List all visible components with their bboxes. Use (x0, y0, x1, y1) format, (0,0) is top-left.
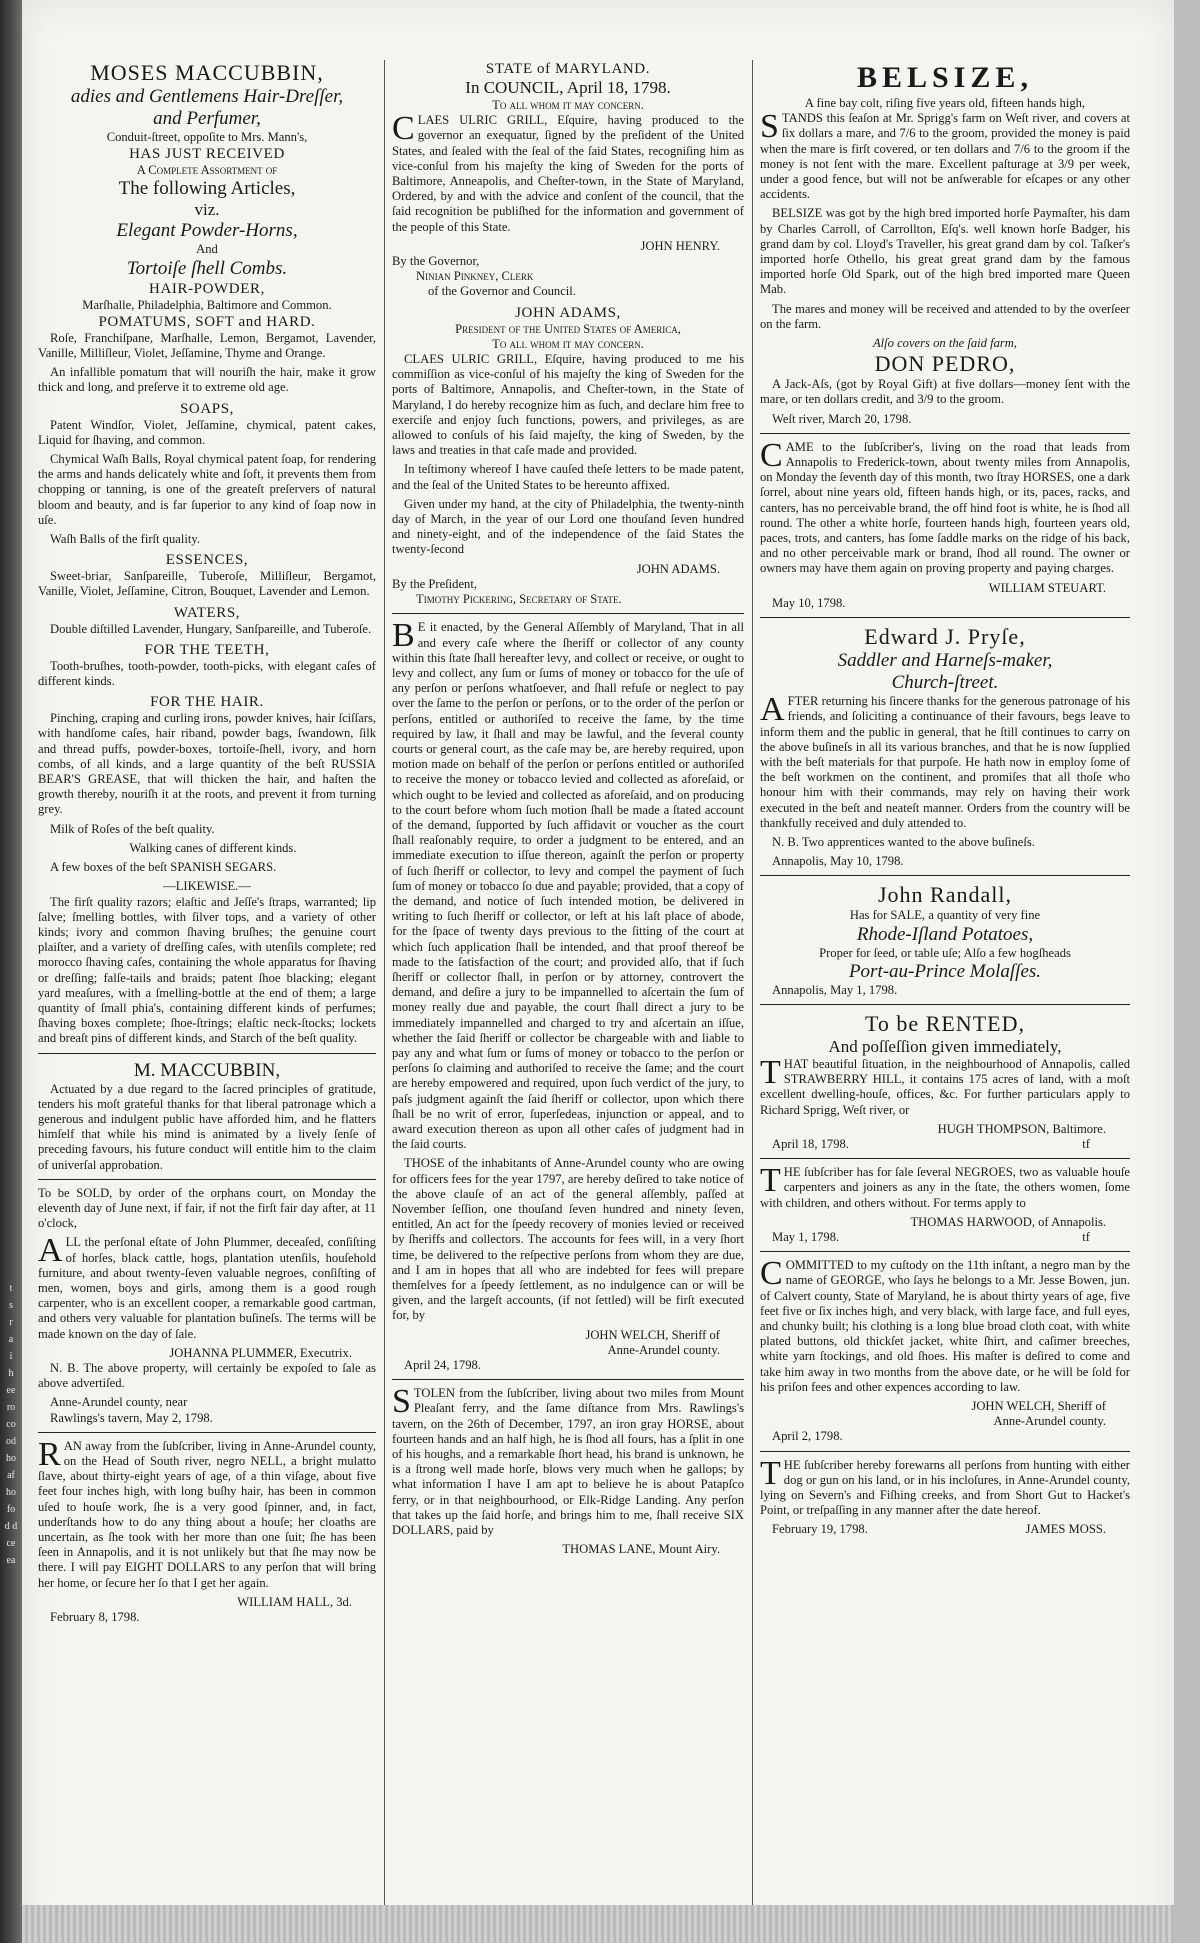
divider (760, 1451, 1130, 1452)
advert-subtitle: and Perfumer, (153, 108, 261, 129)
advert-subtitle: And poſſeſſion given immediately, (828, 1036, 1062, 1056)
advert-line: A Complete Assortment of (136, 163, 278, 178)
paragraph: CAME to the ſubſcriber's, living on the road that leads from Annapolis to Frederick-town, about twenty miles from Annapolis, on Monday the ſeventh day of this month, two ſtray HORSES, one a dark ſorrel, about nine years old, fifteen hands high, or its, paces, racks, and canters, has no perceivable brand, the off hind foot is white, he is ſhod all round. The other a white horſe, fourteen hands high, fourteen years old, paces, trots, and canters, has ſome ſaddle marks on the ridge of his back, and no other perceivable mark or brand, ſhod all round. The owner or owners may have them again on proving property and paying charges. (760, 436, 1130, 576)
paragraph: Walking canes of different kinds. (129, 840, 297, 855)
section-heading: SOAPS, (179, 400, 235, 417)
paragraph: Actuated by a due regard to the ſacred principles of gratitude, tenders his moſt grateful thanks for that liberal patronage which a generous and indulgent public have afforded him, and he flatters himſelf that while his mind is animated by a lively ſenſe of preceding favours, his future conduct will entitle him to the claim of univerſal approbation. (38, 1081, 376, 1172)
advert-line: Rhode-Iſland Potatoes, (856, 923, 1034, 945)
advert-title: Edward J. Pryſe, (864, 624, 1026, 650)
margin-fragment: ea (6, 1555, 16, 1566)
moss-notice (760, 1454, 1130, 1538)
section-heading: ESSENCES, (165, 552, 249, 569)
belsize-advert (760, 60, 1130, 351)
column-rule (752, 60, 753, 1920)
paragraph: Roſe, Franchiſpane, Marſhalle, Lemon, Bergamot, Lavender, Vanille, Milliſleur, Violet, Jeſſamine, Thyme and Orange. (38, 330, 376, 361)
paragraph: Chymical Waſh Balls, Royal chymical patent ſoap, for rendering the arms and hands delicately white and ſoft, it prevents them from chopping or tanning, is one of the greateſt preſervers of natural bloom and beauty, and is far ſuperior to any kind of ſoap now in uſe. (38, 452, 376, 527)
advert-line: Tortoiſe ſhell Combs. (126, 257, 288, 279)
committed-notice (760, 1255, 1130, 1444)
column-right (760, 60, 1130, 1538)
divider (760, 1004, 1130, 1005)
paragraph: An infallible pomatum that will nouriſh the hair, make it grow thick and long, and preſerve it to extreme old age. (38, 365, 376, 395)
paragraph: THE ſubſcriber has for ſale ſeveral NEGROES, two as valuable houſe carpenters and joiners as any in the ſtate, the others women, ſome with children, and others without. For terms apply to (760, 1162, 1130, 1210)
divider (392, 613, 744, 614)
paragraph: THOSE of the inhabitants of Anne-Arundel county who are owing for officers fees for the year 1797, are hereby deſired to take notice of the above clauſe of an act of the general aſſembly, paſſed at November ſeſſion, one thouſand ſeven hundred and ninety ſeven, entitled, An act for the ſpeedy recovery of monies levied or received by ſheriffs and collectors. The accounts for fees will, in a very ſhort time, be delivered to the reſpective perſons from whom they are due, and I am in hopes that all who are indebted for fees will prepare themſelves for a ſpeedy ſettlement, as no indulgence can or will be given, and the largeſt accounts, (if not ſettled) will be firſt executed for, by (392, 1156, 744, 1323)
section-heading: HAIR-POWDER, (149, 280, 265, 297)
advert-title: MOSES MACCUBBIN, (90, 60, 324, 85)
paragraph: STANDS this ſeaſon at Mr. Sprigg's farm on Weſt river, and covers at ſix dollars a mare, and 7/6 to the groom, provided the money is paid when the mare is firſt covered, or ten dollars and 7/6 to the groom if the money is not ſent with the mare. Excellent paſturage at 3/9 per week, under a good fence, but will not be anſwerable for eſcapes or any other accidents. (760, 108, 1130, 202)
margin-fragment: i (9, 1351, 13, 1362)
column-left (38, 60, 376, 1625)
paragraph: COMMITTED to my cuſtody on the 11th inſtant, a negro man by the name of GEORGE, who ſays he belongs to a Mr. Jesse Bowen, jun. of Calvert county, State of Maryland, he is about thirty years of age, five feet five or ſix inches high, and very black, with large face, and full eyes, and chunky built; his clothing is a long blue broad cloth coat, with white plated buttons, old thickſet jacket, white ſhirt, and caſimer breeches, white yarn ſtockings, and old ſhoes. His maſter is deſired to come and take him away in two months from the above date, or he will be ſold for his priſon fees and other expences according to law. (760, 1255, 1130, 1394)
dateline: April 2, 1798. (772, 1429, 843, 1444)
dateline: Rawlings's tavern, May 2, 1798. (50, 1410, 213, 1425)
divider (760, 433, 1130, 434)
scan-edge (0, 0, 22, 1943)
margin-fragment: co (6, 1419, 16, 1430)
notice-title: STATE of MARYLAND. (485, 61, 651, 77)
dateline: Anne-Arundel county, near (50, 1395, 188, 1410)
paragraph: Given under my hand, at the city of Philadelphia, the twenty-ninth day of March, in the year of our Lord one thouſand ſeven hundred and ninety-eight, and of the independence of the ſaid States the twenty-ſecond (392, 496, 744, 557)
attribution: of the Governor and Council. (428, 284, 576, 299)
divider (38, 1053, 376, 1054)
paragraph: CLAES ULRIC GRILL, Eſquire, having produced to me his commiſſion as vice-conſul of his majeſty the king of Sweden for the ports of Baltimore, Annapolis, and Cheſter-town, in the State of Maryland, I do hereby recognize him as ſuch, and declare him free to exerciſe and enjoy ſuch functions, powers, and privileges, as are allowed to conſuls of his ſaid majeſty, the king of Sweden, by the laws and treaties in that caſe made and provided. (392, 352, 744, 458)
paragraph: BE it enacted, by the General Aſſembly of Maryland, That in all and every caſe where the ſheriff or collector of any county within this ſtate ſhall hereafter levy, and collect or receive, or ought to levy and collect, any ſum or ſums of money or tobacco for the uſe of any perſon or perſons whatſoever, and ſhall refuſe or neglect to pay over the ſame to the perſon or perſons, or to the order of the perſon or perſons, entitled or authoriſed to receive the ſame, by the time required by law, it ſhall and may be lawful, and the ſeveral county courts or general court, as the caſe may be, are hereby required, upon motion made on behalf of the perſon or perſons entitled or authoriſed to receive the money or tobacco levied and collected as aforeſaid, or which ought to be levied and collected as aforeſaid, and on producing to the court before whom ſuch motion ſhall be made a ſtated account of the demand, ſupported by ſuch affidavit or voucher as the court ſhall reaſonably require, to order a judgment to be entered, and an immediate execution to iſſue thereon, againſt the perſon or property of ſuch ſheriff or collector, to levy and compel the payment of ſuch ſum of money or tobacco ſo due and payable; provided, that a copy of the demand, and notice of ſuch intended motion, be delivered in writing to ſuch ſheriff or collector, or left at his laſt place of abode, for the ſpace of twenty days previous to the ſitting of the court at which ſuch application ſhall be intended, and that proof thereof be made to the ſatisfaction of the court; and provided alſo, that if ſuch ſheriff or collector ſhall, in perſon or by attorney, controvert the demand, and deſire a jury to be impannelled to aſcertain the ſum of money really due and payable, the court ſhall direct a jury to be immediately impannelled and charged to try and aſcertain an iſſue, whether the ſaid ſheriff or collector be chargeable with and liable to pay any and what ſum or ſums of money or tobacco to the perſon or perſons ſo claiming and authoriſed to receive the ſame; and the court are hereby empowered and required, upon ſuch verdict of the jury, to paſs judgment againſt the ſaid ſheriff or collector, upon which there ſhall be no writ of error, ſuperſedeas, injunction or appeal, and to award execution thereon as upon all other caſes of judgment had in the ſaid courts. (392, 617, 744, 1152)
dateline: Annapolis, May 10, 1798. (772, 854, 904, 869)
attribution: Ninian Pinkney, Clerk (416, 269, 534, 284)
dateline: May 1, 1798. (772, 1229, 840, 1244)
stolen-horse-notice (392, 1383, 744, 1557)
advert-line: viz. (194, 200, 220, 220)
dateline: May 10, 1798. (772, 595, 846, 610)
attribution: Timothy Pickering, Secretary of State. (416, 592, 622, 607)
margin-fragment: fo (6, 1504, 16, 1515)
advert-line: Alſo covers on the ſaid farm, (872, 336, 1018, 351)
divider (760, 617, 1130, 618)
paragraph: A few boxes of the beſt SPANISH SEGARS. (50, 860, 277, 875)
stray-horses-notice (760, 436, 1130, 611)
column-middle (392, 60, 744, 1557)
assembly-act (392, 617, 744, 1373)
margin-fragment: r (9, 1317, 13, 1328)
section-heading: —LIKEWISE.— (163, 879, 251, 894)
dateline: February 19, 1798. (772, 1522, 868, 1537)
paragraph: CLAES ULRIC GRILL, Eſquire, having produced to the governor an exequatur, ſigned by the preſident of the United States, and ſealed with the ſeal of the ſaid States, recogniſing him as vice-conſul from his majeſty the king of Sweden for the ports of Baltimore, Anneapolis, and Cheſter-town, in the State of Maryland, Ordered, by and with the advice and conſent of the council, that the ſaid recognition be publiſhed for the information and government of the people of this State. (392, 110, 744, 234)
margin-fragment: s (9, 1300, 13, 1311)
dateline: April 24, 1798. (404, 1358, 481, 1373)
advert-line: The following Articles, (118, 178, 296, 200)
paragraph: Sweet-briar, Sanſpareille, Tuberoſe, Milliſleur, Bergamot, Vanille, Violet, Jeſſamine, Citron, Bouquet, Lavender and Lemon. (38, 569, 376, 599)
signature: JOHANNA PLUMMER, Executrix. (169, 1345, 352, 1360)
advert-line: Elegant Powder-Horns, (116, 220, 298, 242)
margin-fragment: d d (4, 1521, 18, 1532)
signature: THOMAS HARWOOD, of Annapolis. (910, 1214, 1106, 1229)
plummer-sale-notice (38, 1186, 376, 1426)
divider (760, 1251, 1130, 1252)
margin-fragment: od (6, 1436, 16, 1447)
advert-title: M. MACCUBBIN, (133, 1059, 281, 1081)
advert-subtitle: adies and Gentlemens Hair-Dreſſer, (70, 86, 344, 107)
notice-address: To all whom it may concern. (492, 336, 644, 351)
harwood-advert (760, 1162, 1130, 1245)
signature: JAMES MOSS. (1025, 1522, 1106, 1537)
adams-proclamation (392, 304, 744, 608)
paragraph: THAT beautiful ſituation, in the neighbourhood of Annapolis, called STRAWBERRY HILL, it contains 175 acres of land, with a moſt excellent dwelling-houſe, offices, &c. For further particulars apply to Richard Sprigg, Weſt river, or (760, 1053, 1130, 1117)
paragraph: Pinching, craping and curling irons, powder knives, hair ſciſſars, with handſome caſes, hair riband, powder bags, ſwandown, ſilk and thread puffs, powder-boxes, tortoiſe-ſhell, ivory, and horn combs, of all kinds, and a large quantity of the beſt RUSSIA BEAR'S GREASE, that will thicken the hair, and haſten the growth thereby, nouriſh it at the roots, and prevent it from turning grey. (38, 711, 376, 817)
runaway-notice (38, 1435, 376, 1625)
advert-subtitle: Church-ſtreet. (891, 672, 999, 694)
divider (392, 1379, 744, 1380)
paragraph: ALL the perſonal eſtate of John Plummer, deceaſed, conſiſting of horſes, black cattle, hogs, plantation utenſils, houſehold furniture, and about twenty-ſeven valuable negroes, conſiſting of men, women, boys and girls, among them is a good rough carpenter, who is an excellent cooper, a remarkable good cartman, and others very valuable for plantation buſineſs. The terms will be made known on the day of ſale. (38, 1232, 376, 1341)
signature: THOMAS LANE, Mount Airy. (562, 1542, 720, 1557)
scan-bottom-edge (22, 1905, 1174, 1943)
advert-title: DON PEDRO, (874, 351, 1016, 377)
advert-line: Has for SALE, a quantity of very fine (849, 908, 1041, 923)
advert-subtitle: Saddler and Harneſs-maker, (837, 650, 1053, 672)
paragraph: N. B. Two apprentices wanted to the above buſineſs. (772, 834, 1035, 849)
paragraph: Patent Windſor, Violet, Jeſſamine, chymical, patent cakes, Liquid for ſhaving, and common. (38, 417, 376, 447)
divider (38, 1432, 376, 1433)
signature: JOHN WELCH, Sheriff of (971, 1399, 1106, 1413)
paragraph: Tooth-bruſhes, tooth-powder, tooth-picks, with elegant caſes of different kinds. (38, 658, 376, 689)
advert-line: Port-au-Prince Molaſſes. (848, 960, 1042, 982)
section-heading: FOR THE TEETH, (144, 641, 270, 658)
paragraph: STOLEN from the ſubſcriber, living about two miles from Mount Pleaſant ferry, and the ſame diſtance from Mrs. Rawlings's tavern, on the 26th of December, 1797, an iron gray HORSE, about fourteen hands and an half high, he is ſhod all fours, has a ſplit in one of his houghs, and a remarkable ſhort head, his brand is unknown, he is a ſtrong well made horſe, blows very much when he gallops; by what information I have I am apt to believe he is about Patapſco ferry, or in that neighbourhood, or Elk-Ridge Landing. Any perſon that takes up the ſaid horſe, and brings him to me, ſhall receive SIX DOLLARS, paid by (392, 1383, 744, 1538)
margin-fragment: h (8, 1368, 14, 1379)
dateline: Weſt river, March 20, 1798. (772, 411, 912, 426)
column-rule (384, 60, 385, 1920)
margin-fragments (0, 1280, 22, 1569)
section-heading: FOR THE HAIR. (150, 694, 264, 711)
advert-line: Marſhalle, Philadelphia, Baltimore and Common. (82, 297, 332, 312)
margin-fragment: af (7, 1470, 15, 1481)
dateline: Annapolis, May 1, 1798. (772, 982, 898, 997)
insertion-mark: tf (1082, 1136, 1090, 1151)
advert-address: Conduit-ſtreet, oppoſite to Mrs. Mann's, (106, 130, 308, 144)
paragraph: AFTER returning his ſincere thanks for the generous patronage of his friends, and ſoliciting a continuance of their favours, begs leave to inform them and the public in general, that he ſtill continues to carry on the above buſineſs in all its various branches, and that he is now ſupplied with the beſt materials for that purpoſe. He hath now in employ ſome of the beſt workmen on the continent, and promiſes that all thoſe who honour him with their commands, may rely on having their work executed in the beſt and neateſt manner. Orders from the country will be thankfully received and duly attended to. (760, 691, 1130, 830)
attribution: By the Preſident, (392, 576, 477, 591)
council-proclamation (392, 60, 744, 300)
maccubbin-advert (38, 60, 376, 1047)
notice-title: JOHN ADAMS, (515, 304, 621, 321)
dateline: February 8, 1798. (50, 1610, 140, 1625)
advert-line: HAS JUST RECEIVED (129, 146, 285, 163)
signature: WILLIAM STEUART. (988, 580, 1106, 595)
divider (760, 875, 1130, 876)
margin-fragment: a (8, 1334, 14, 1345)
paragraph: BELSIZE was got by the high bred imported horſe Paymaſter, his dam by Charles Carroll, of Carrollton, Eſq's. well known horſe Badger, his grand dam by col. Lloyd's Traveller, his great grand dam by col. Taſker's imported horſe Othello, his great great grand dam by the famous imported horſe Old Spark, out of the high bred imported mare Queen Mab. (760, 206, 1130, 297)
paragraph: To be SOLD, by order of the orphans court, on Monday the eleventh day of June next, if fair, if not the firſt fair day after, at 11 o'clock, (38, 1185, 376, 1231)
margin-fragment: ro (6, 1402, 16, 1413)
randall-advert (760, 882, 1130, 998)
margin-fragment: ho (6, 1487, 16, 1498)
paragraph: RAN away from the ſubſcriber, living in Anne-Arundel county, on the Head of South river, negro NELL, a bright mulatto ſlave, about thirty-eight years of age, of a thin viſage, about five feet four inches high, with long buſhy hair, has been in common uſed to houſe work, ſhe is a very good ſpinner, and, in fact, underſtands how to do any thing about a houſe; her cloaths are uncertain, as ſhe took with her more than one ſuit; ſhe has been ſeen in Annapolis, and it is not unlikely but that ſhe may now be there. I will pay EIGHT DOLLARS to any perſon that will bring her home, or ſecure her ſo that I get her again. (38, 1435, 376, 1590)
paragraph: Milk of Roſes of the beſt quality. (50, 821, 215, 836)
dateline: April 18, 1798. (772, 1136, 849, 1151)
notice-address: To all whom it may concern. (492, 98, 644, 112)
maccubbin-thanks (38, 1060, 376, 1173)
advert-title: To be RENTED, (865, 1010, 1025, 1036)
divider (38, 1179, 376, 1180)
signature: HUGH THOMPSON, Baltimore. (937, 1121, 1106, 1136)
notice-subtitle: In COUNCIL, April 18, 1798. (465, 78, 671, 97)
signature: JOHN ADAMS. (636, 561, 720, 576)
margin-fragment: ee (6, 1385, 16, 1396)
don-pedro-advert (760, 351, 1130, 427)
margin-fragment: t (9, 1283, 13, 1294)
insertion-mark: tf (1082, 1229, 1090, 1244)
advert-line: And (196, 242, 218, 257)
margin-fragment: ce (6, 1538, 16, 1549)
signature: JOHN HENRY. (640, 238, 720, 253)
advert-line: Proper for ſeed, or table uſe; Alſo a few hogſheads (819, 945, 1071, 960)
paragraph: A Jack-Aſs, (got by Royal Gift) at five dollars—money ſent with the mare, or ten dollars credit, and 3/9 to the groom. (760, 377, 1130, 407)
paragraph: The firſt quality razors; elaſtic and Jeſſe's ſtraps, warranted; lip ſalve; ſmelling bottles, with ſilver tops, and a variety of other kinds; ivory and common ſhaving bruſhes; the genuine court plaiſter, and a variety of dreſſing caſes, with utenſils complete; red morocco ſhaving caſes, containing the whole apparatus for ſhaving or dreſſing; falſe-tails and braids; patent ſhoe blacking; elegant yard meaſures, with a ſmelling-bottle at the end of them; a large quantity of ſmall phia's, containing different kinds of perfumes; ſhaving boxes complete; ſhoe-ſtrings; elaſtic neck-ſtocks; lockets and breaſt pins of different kinds, and Starch of the beſt quality. (38, 894, 376, 1046)
signature: JOHN WELCH, Sheriff of (585, 1327, 720, 1342)
advert-title: John Randall, (878, 882, 1012, 908)
pryse-advert (760, 624, 1130, 869)
signature: Anne-Arundel county. (993, 1414, 1106, 1429)
rented-advert (760, 1011, 1130, 1152)
divider (760, 1158, 1130, 1159)
section-heading: WATERS, (173, 604, 241, 621)
paragraph: Waſh Balls of the firſt quality. (50, 532, 200, 547)
margin-fragment: ho (6, 1453, 16, 1464)
signature: WILLIAM HALL, 3d. (237, 1594, 352, 1609)
paragraph: In teſtimony whereof I have cauſed theſe letters to be made patent, and the ſeal of the United States to be hereunto affixed. (392, 462, 744, 492)
attribution: By the Governor, (392, 254, 480, 269)
paragraph: Double diſtilled Lavender, Hungary, Sanſpareille, and Tuberoſe. (50, 621, 372, 636)
section-heading: POMATUMS, SOFT and HARD. (98, 313, 316, 330)
paragraph: N. B. The above property, will certainly be expoſed to ſale as above advertiſed. (38, 1360, 376, 1391)
paragraph: THE ſubſcriber hereby forewarns all perſons from hunting with either dog or gun on his land, or in his incloſures, in Anne-Arundel county, lying on Severn's and Fiſhing creeks, and from Short Gut to Hacket's Point, or treſpaſſing in any manner after the date hereof. (760, 1454, 1130, 1518)
signature: Anne-Arundel county. (607, 1342, 720, 1357)
notice-subtitle: President of the United States of America, (455, 321, 681, 336)
advert-subtitle: A fine bay colt, riſing five years old, fifteen hands high, (804, 96, 1086, 110)
paragraph: The mares and money will be received and attended to by the overſeer on the farm. (760, 301, 1130, 331)
advert-title: BELSIZE, (857, 61, 1033, 94)
